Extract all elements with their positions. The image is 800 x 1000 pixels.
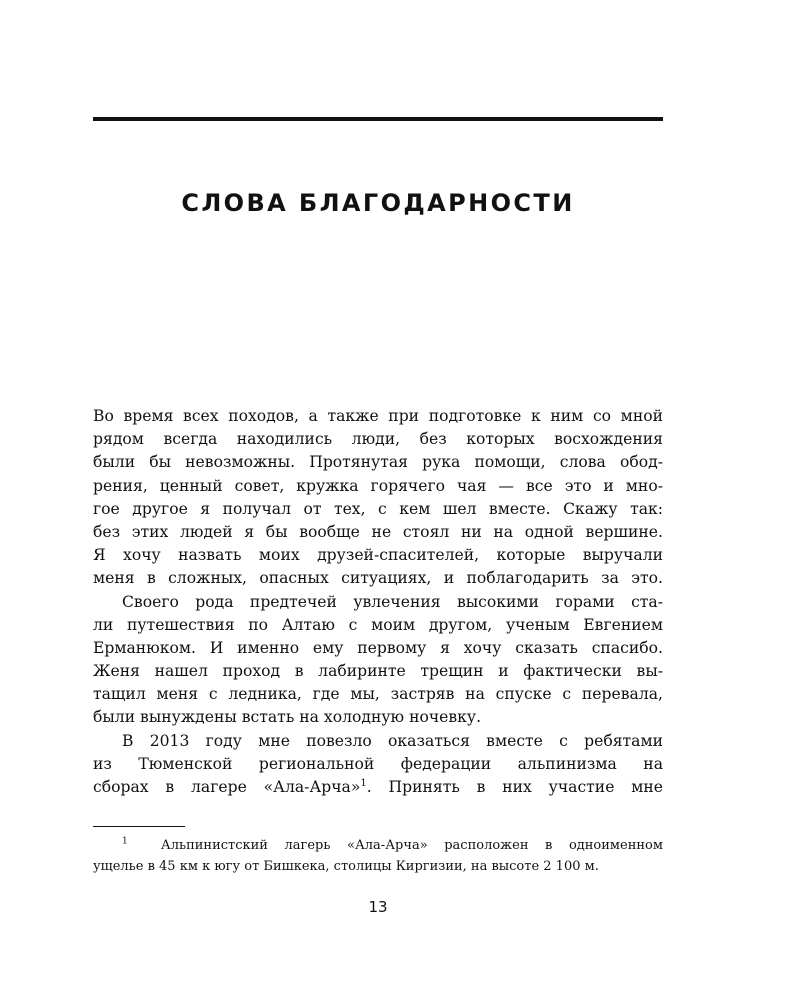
- body-line: меня в сложных, опасных ситуациях, и поблагодарить за это.: [93, 569, 663, 588]
- body-line: рения, ценный совет, кружка горячего чая — все это и мно-: [93, 476, 663, 495]
- footnote-reference: 1: [360, 777, 367, 789]
- body-line: Своего рода предтечей увлечения высокими горами ста-: [122, 592, 663, 611]
- body-line-part: сборах в лагере «Ала-Арча»: [93, 778, 361, 796]
- page-number: 13: [368, 898, 388, 916]
- footnote-line: [93, 835, 663, 856]
- body-line: гое другое я получал от тех, с кем шел вместе. Скажу так:: [93, 499, 663, 518]
- footnote-marker: 1: [122, 836, 128, 847]
- chapter-title: СЛОВА БЛАГОДАРНОСТИ: [181, 189, 575, 217]
- footnote-text: Альпинистский лагерь «Ала-Арча» расположен в одноименном: [160, 838, 663, 853]
- body-line: Ерманюком. И именно ему первому я хочу сказать спасибо.: [93, 638, 663, 657]
- footnote-rule: [93, 826, 185, 827]
- body-line: из Тюменской региональной федерации альпинизма на: [93, 754, 663, 773]
- body-line: тащил меня с ледника, где мы, застряв на спуске с перевала,: [93, 685, 663, 704]
- body-line: без этих людей я бы вообще не стоял ни на одной вершине.: [93, 522, 663, 541]
- body-line: были бы невозможны. Протянутая рука помощи, слова обод-: [93, 453, 663, 472]
- footnote-line: ущелье в 45 км к югу от Бишкека, столицы Киргизии, на высоте 2 100 м.: [93, 859, 599, 874]
- body-line: рядом всегда находились люди, без которых восхождения: [93, 430, 663, 449]
- footnotes: [93, 835, 663, 877]
- body-line: [93, 776, 663, 799]
- body-line: Женя нашел проход в лабиринте трещин и фактически вы-: [93, 662, 663, 681]
- top-rule: [93, 117, 663, 121]
- body-line: Я хочу назвать моих друзей-спасителей, которые выручали: [93, 546, 663, 565]
- body-text: [93, 405, 663, 799]
- body-line-part: . Принять в них участие мне: [366, 778, 663, 796]
- body-line: В 2013 году мне повезло оказаться вместе с ребятами: [122, 731, 663, 750]
- body-line: ли путешествия по Алтаю с моим другом, ученым Евгением: [93, 615, 663, 634]
- body-line: были вынуждены встать на холодную ночевку.: [93, 708, 482, 727]
- body-line: Во время всех походов, а также при подготовке к ним со мной: [93, 407, 663, 425]
